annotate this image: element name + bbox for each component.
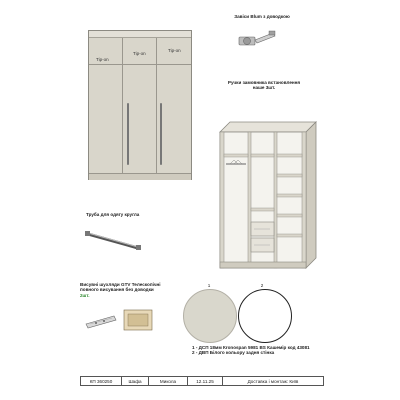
handles-label: Ручки замовника встановлення наше 3шт. bbox=[227, 80, 301, 91]
door-handle bbox=[160, 103, 162, 165]
slides-label bbox=[80, 282, 180, 298]
hinge-icon bbox=[237, 28, 279, 52]
clothes-rail-icon bbox=[84, 226, 144, 254]
material-legend bbox=[192, 345, 332, 356]
wardrobe-top bbox=[89, 31, 191, 38]
footer-info-table bbox=[80, 376, 324, 386]
slides-label-line1: Висувні шухляди GTV Телескопічні bbox=[80, 282, 161, 287]
rail-label: Труба для одягу кругла bbox=[86, 212, 140, 217]
handles-note bbox=[224, 80, 304, 91]
order-number-cell: КП 360250 bbox=[81, 377, 122, 386]
legend-line-1: 1 - ДСП 18мм Кronospan 5981 BS Кашемір код 43081 bbox=[192, 345, 310, 350]
wardrobe-front-view bbox=[88, 30, 192, 180]
swatch1-number: 1 bbox=[207, 283, 211, 288]
slides-label-line2: повного висування без доводки bbox=[80, 287, 154, 293]
drawer-slides-icon bbox=[84, 306, 156, 334]
door-divider bbox=[156, 38, 157, 173]
door-handle bbox=[127, 103, 129, 165]
material-swatch-white bbox=[238, 289, 292, 343]
material-swatch-cashmere bbox=[183, 289, 237, 343]
wardrobe-plinth bbox=[89, 173, 191, 180]
legend-line-2: 2 - ДВП Білого кольору задня стінка bbox=[192, 350, 275, 356]
client-name-cell: Микола bbox=[149, 377, 188, 386]
delivery-cell: Доставка і монтаж: Київ bbox=[223, 377, 324, 386]
item-type-cell: Шафа bbox=[122, 377, 149, 386]
tip-on-label: Tip-on bbox=[168, 48, 181, 53]
tip-on-label: Tip-on bbox=[96, 57, 109, 62]
swatch2-number: 2 bbox=[260, 283, 264, 288]
upper-section-divider bbox=[89, 64, 191, 65]
tip-on-label: Tip-on bbox=[133, 51, 146, 56]
slides-qty: 2шт. bbox=[80, 292, 90, 298]
door-divider bbox=[122, 38, 123, 173]
wardrobe-interior-view bbox=[212, 118, 322, 278]
date-cell: 12.11.25 bbox=[188, 377, 223, 386]
hinge-label: Завіси Blum з доводкою bbox=[234, 14, 290, 19]
